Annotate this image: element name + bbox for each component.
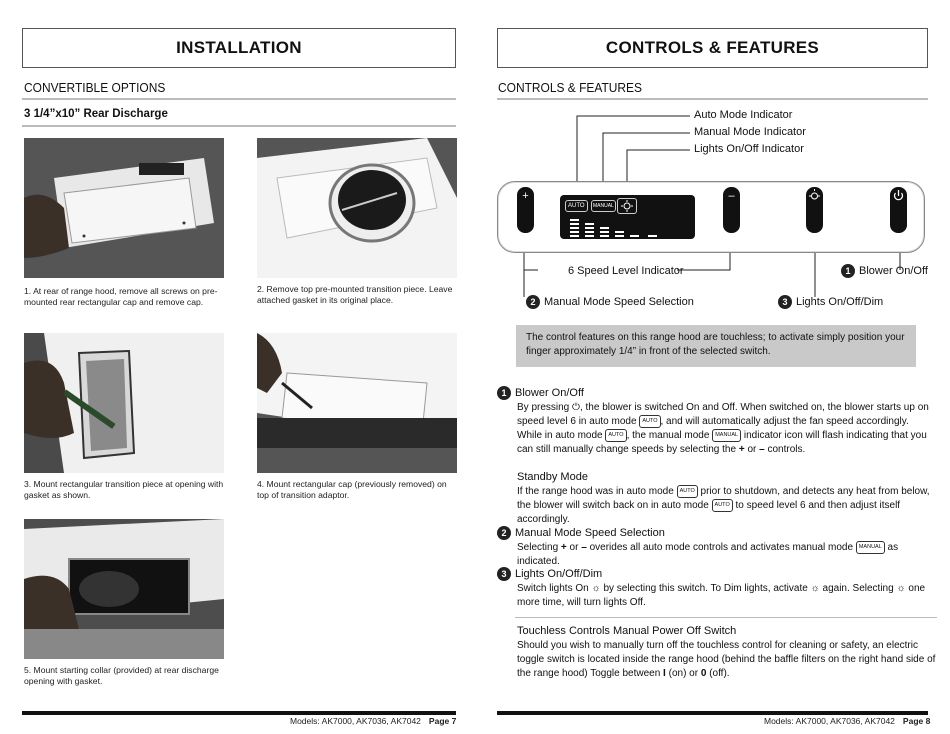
step3-caption: 3. Mount rectangular transition piece at opening with gasket as shown. — [24, 479, 224, 500]
auto-indicator: AUTO — [565, 200, 588, 212]
left-page-header: INSTALLATION — [22, 28, 456, 68]
number-3-badge: 3 — [497, 567, 511, 581]
plus-control[interactable] — [517, 187, 534, 233]
step1-caption: 1. At rear of range hood, remove all screws on pre-mounted rear rectangular cap and remove cap. — [24, 286, 218, 307]
step4-caption: 4. Mount rectangular cap (previously removed) on top of transition adaptor. — [257, 479, 447, 500]
display-panel — [560, 195, 695, 239]
minus-symbol: – — [728, 190, 735, 202]
light-bulb-icon — [806, 187, 823, 205]
blower-section: 1 Blower On/Off By pressing ⏻, the blower is switched On and Off. When switched on, the blower starts up on speed level 6 in auto mode AUTO , and will automatically adjust the fan speed accordingly. While in auto mode AUTO , the manual mode MANUAL indicator icon will flash indicating that you can still manually change speeds by selecting the + or – controls. — [497, 386, 937, 457]
lights-section: 3 Lights On/Off/Dim Switch lights On ☼ by selecting this switch. To Dim lights, activate ☼ again. Selecting ☼ one more time, will turn lights Off. — [497, 567, 937, 610]
manual-title: Manual Mode Speed Selection — [515, 527, 665, 539]
light-bulb-icon — [617, 198, 637, 214]
blower-control[interactable] — [890, 187, 907, 233]
right-section-title: CONTROLS & FEATURES — [498, 80, 642, 95]
speed-level-indicator-label: 6 Speed Level Indicator — [568, 265, 684, 277]
number-1-badge: 1 — [497, 386, 511, 400]
left-section-title: CONVERTIBLE OPTIONS — [24, 80, 166, 95]
step5-caption: 5. Mount starting collar (provided) at rear discharge opening with gasket. — [24, 665, 219, 686]
plus-icon: + — [560, 542, 567, 554]
standby-title: Standby Mode — [517, 471, 588, 483]
step2-photo — [257, 138, 457, 278]
step2-illustration — [257, 138, 457, 278]
speed-level-bars — [570, 217, 665, 237]
left-footer-page: Page 7 — [428, 716, 457, 726]
manual-indicator: MANUAL — [591, 200, 616, 212]
touchless-rule — [515, 617, 937, 618]
step4-illustration — [257, 333, 457, 473]
lights-indicator-label: Lights On/Off Indicator — [694, 143, 804, 155]
left-subsection-rule — [22, 125, 456, 127]
lights-label: 3 Lights On/Off/Dim — [778, 295, 883, 309]
number-1-badge: 1 — [841, 264, 855, 278]
number-2-badge: 2 — [497, 526, 511, 540]
step1-illustration — [24, 138, 224, 278]
auto-key-icon: AUTO — [605, 429, 626, 442]
plus-symbol: + — [522, 190, 529, 202]
right-footer — [764, 716, 930, 726]
left-section-rule — [22, 98, 456, 100]
lights-control[interactable] — [806, 187, 823, 233]
right-section-rule — [497, 98, 928, 100]
light-bulb-icon: ☼ — [810, 583, 820, 595]
left-footer-models: Models: AK7000, AK7036, AK7042 — [290, 716, 421, 726]
minus-icon: – — [759, 444, 765, 456]
step5-photo — [24, 519, 224, 659]
light-bulb-icon: ☼ — [896, 583, 906, 595]
power-icon: ⏻ — [572, 402, 580, 414]
manual-speed-label: 2 Manual Mode Speed Selection — [526, 295, 694, 309]
blower-onoff-label: 1 Blower On/Off — [841, 264, 928, 278]
blower-title: Blower On/Off — [515, 387, 584, 399]
left-subsection-title: 3 1/4”x10” Rear Discharge — [24, 108, 168, 120]
standby-section: Standby Mode If the range hood was in auto mode AUTO prior to shutdown, and detects any heat from below, the blower will switch back on in auto mode AUTO to speed level 6 and then adjust itself accordingly. — [517, 470, 939, 527]
right-footer-bar — [497, 711, 928, 715]
number-2-badge: 2 — [526, 295, 540, 309]
plus-icon: + — [738, 444, 745, 456]
minus-icon: – — [581, 542, 587, 554]
right-footer-page: Page 8 — [902, 716, 931, 726]
step1-photo — [24, 138, 224, 278]
manual-key-icon: MANUAL — [856, 541, 885, 554]
step3-photo — [24, 333, 224, 473]
touchless-note: The control features on this range hood are touchless; to activate simply position your finger approximately 1/4” in front of the selected switch. — [516, 325, 916, 367]
left-footer — [290, 716, 456, 726]
auto-key-icon: AUTO — [639, 415, 660, 428]
manual-key-icon: MANUAL — [712, 429, 741, 442]
auto-mode-indicator-label: Auto Mode Indicator — [694, 109, 793, 121]
step5-illustration — [24, 519, 224, 659]
left-footer-bar — [22, 711, 456, 715]
auto-key-icon: AUTO — [677, 485, 698, 498]
manual-mode-indicator-label: Manual Mode Indicator — [694, 126, 806, 138]
right-footer-models: Models: AK7000, AK7036, AK7042 — [764, 716, 895, 726]
step3-illustration — [24, 333, 224, 473]
number-3-badge: 3 — [778, 295, 792, 309]
power-icon — [890, 187, 907, 205]
touchless-section: Touchless Controls Manual Power Off Switch Should you wish to manually turn off the touchless control for cleaning or safety, an electric toggle switch is located inside the range hood (behind the baffle filters on the right hand side of the range hood) Toggle between I (on) or 0 (off). — [517, 624, 939, 681]
step4-photo — [257, 333, 457, 473]
lights-title: Lights On/Off/Dim — [515, 568, 603, 580]
auto-key-icon: AUTO — [712, 499, 733, 512]
touchless-title: Touchless Controls Manual Power Off Switch — [517, 625, 737, 637]
manual-speed-section: 2 Manual Mode Speed Selection Selecting + or – overides all auto mode controls and activates manual mode MANUAL as indicated. — [497, 526, 937, 569]
step2-caption: 2. Remove top pre-mounted transition piece. Leave attached gasket in its original place. — [257, 284, 453, 305]
light-bulb-icon: ☼ — [591, 583, 601, 595]
right-page-header: CONTROLS & FEATURES — [497, 28, 928, 68]
minus-control[interactable] — [723, 187, 740, 233]
